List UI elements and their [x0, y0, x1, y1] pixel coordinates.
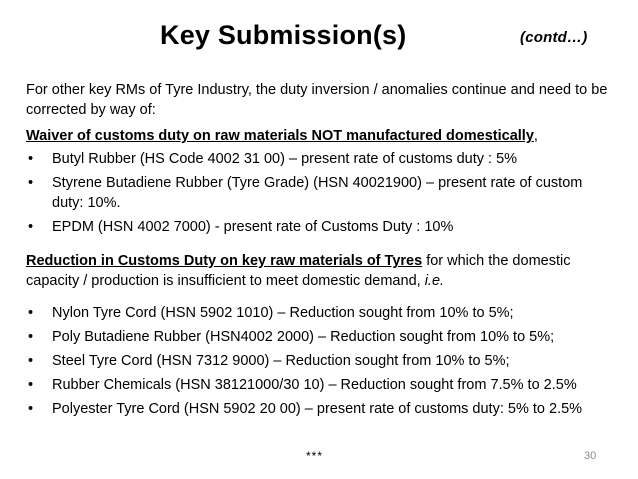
bullet-icon: • — [28, 175, 34, 191]
spacer — [26, 291, 616, 299]
list-item — [26, 149, 616, 169]
list-item — [26, 399, 616, 419]
list-item-text: Butyl Rubber (HS Code 4002 31 00) – present rate of customs duty : 5% — [52, 151, 518, 167]
list-item — [26, 303, 616, 323]
section-heading-reduction — [26, 251, 616, 291]
list-item-text: Rubber Chemicals (HSN 38121000/30 10) – Reduction sought from 7.5% to 2.5% — [52, 377, 577, 393]
slide-body — [26, 80, 616, 423]
section-heading-waiver-text: Waiver of customs duty on raw materials NOT manufactured domestically — [26, 128, 534, 144]
page-number: 30 — [584, 450, 597, 462]
list-item — [26, 217, 616, 237]
list-item-text: EPDM (HSN 4002 7000) - present rate of Customs Duty : 10% — [52, 219, 454, 235]
list-item — [26, 173, 616, 213]
footer-stars: *** — [306, 449, 324, 463]
bullet-icon: • — [28, 329, 34, 345]
continued-label: (contd…) — [520, 29, 588, 46]
bullet-icon: • — [28, 377, 34, 393]
bullet-icon: • — [28, 305, 34, 321]
section-heading-reduction-italic: i.e. — [424, 273, 445, 289]
intro-paragraph: For other key RMs of Tyre Industry, the duty inversion / anomalies continue and need to be corrected by way of: — [26, 82, 608, 118]
section-heading-reduction-text: Reduction in Customs Duty on key raw materials of Tyres — [26, 253, 423, 269]
section-heading-waiver — [26, 126, 616, 146]
waiver-list — [26, 149, 616, 237]
section-heading-reduction-rest: for which the domestic capacity / production is insufficient to meet domestic demand, — [26, 253, 571, 289]
section-heading-waiver-suffix: , — [533, 128, 538, 144]
list-item — [26, 375, 616, 395]
bullet-icon: • — [28, 353, 34, 369]
bullet-icon: • — [28, 151, 34, 167]
reduction-list — [26, 303, 616, 419]
bullet-icon: • — [28, 401, 34, 417]
page-title: Key Submission(s) — [160, 20, 407, 50]
spacer — [26, 241, 616, 251]
bullet-icon: • — [28, 219, 34, 235]
list-item — [26, 351, 616, 371]
list-item-text: Nylon Tyre Cord (HSN 5902 1010) – Reduction sought from 10% to 5%; — [52, 305, 514, 321]
list-item-text: Poly Butadiene Rubber (HSN4002 2000) – Reduction sought from 10% to 5%; — [52, 329, 555, 345]
list-item — [26, 327, 616, 347]
list-item-text: Styrene Butadiene Rubber (Tyre Grade) (HSN 40021900) – present rate of custom duty: 10%. — [52, 175, 583, 211]
list-item-text: Steel Tyre Cord (HSN 7312 9000) – Reduction sought from 10% to 5%; — [52, 353, 510, 369]
list-item-text: Polyester Tyre Cord (HSN 5902 20 00) – present rate of customs duty: 5% to 2.5% — [52, 401, 583, 417]
